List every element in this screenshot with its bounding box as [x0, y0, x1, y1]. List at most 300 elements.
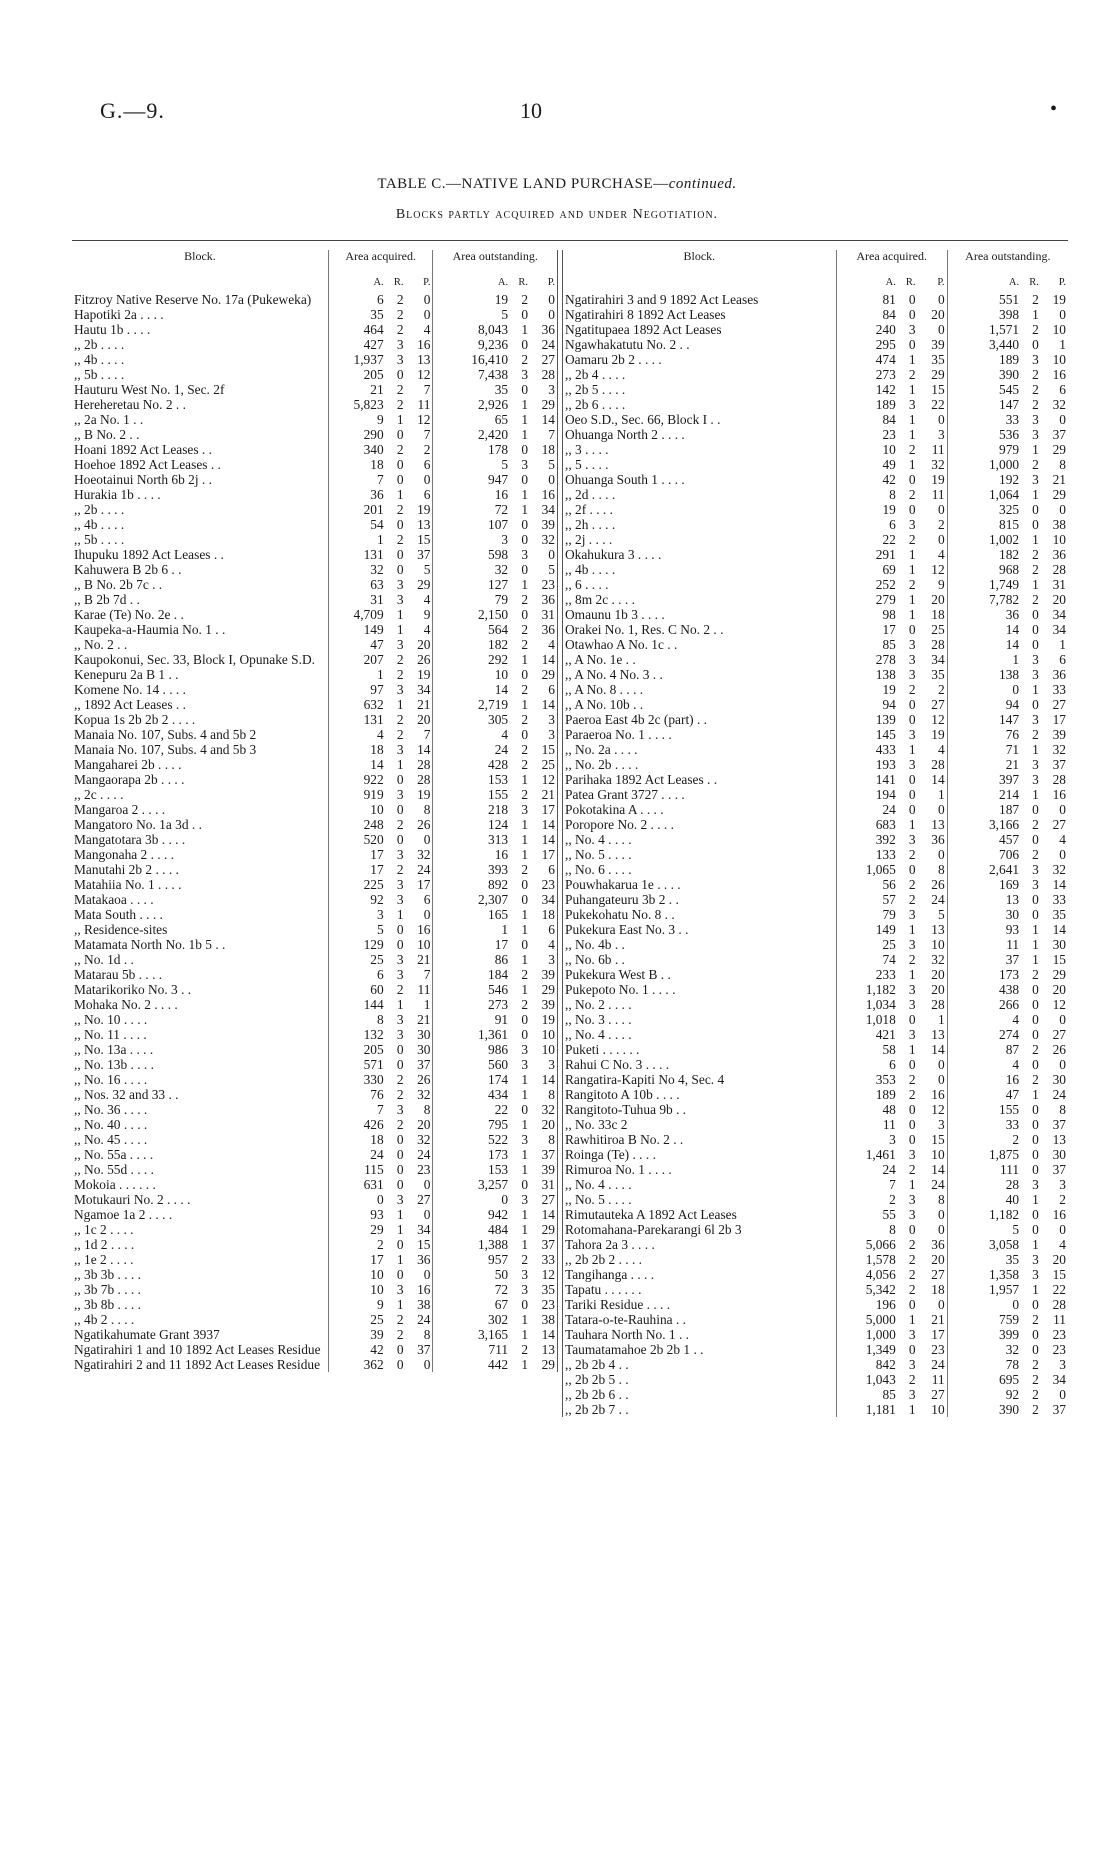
table-row	[563, 1087, 1069, 1102]
acquired-acres: 207	[363, 652, 384, 667]
acquired-acres: 21	[370, 382, 384, 397]
outstanding-roods: 0	[1032, 1102, 1039, 1117]
block-name: ,, 2b 2b 5 . .	[563, 1372, 837, 1387]
outstanding-roods: 0	[1032, 1222, 1039, 1237]
acquired-perches: 1	[918, 1012, 948, 1027]
acquired-roods: 2	[396, 1327, 404, 1342]
table-row	[72, 652, 558, 667]
document-reference: G.—9.	[100, 98, 165, 123]
block-name: ,, 2h . . . .	[563, 517, 837, 532]
acquired-acres: 17	[370, 1252, 384, 1267]
acquired-roods: 3	[908, 757, 916, 772]
units-row	[563, 269, 1069, 292]
outstanding-perches: 15	[541, 742, 555, 757]
acquired-roods: 2	[396, 727, 404, 742]
acquired-roods: 1	[396, 1252, 404, 1267]
block-name: Mangonaha 2 . . . .	[72, 847, 328, 862]
acquired-roods: 2	[396, 292, 404, 307]
table-row	[563, 847, 1069, 862]
right-table	[562, 250, 1068, 1417]
acquired-perches: 19	[406, 502, 433, 517]
acquired-acres: 39	[370, 1327, 384, 1342]
outstanding-acres: 16,410	[471, 352, 509, 367]
acquired-acres: 464	[363, 322, 384, 337]
outstanding-acres: 979	[999, 442, 1020, 457]
acquired-perches: 0	[918, 1072, 948, 1087]
acquired-perches: 6	[406, 457, 433, 472]
table-row	[563, 1027, 1069, 1042]
outstanding-acres: 1,064	[988, 487, 1020, 502]
outstanding-acres: 2,926	[477, 397, 509, 412]
block-name: ,, A No. 1e . .	[563, 652, 837, 667]
outstanding-roods: 3	[521, 1057, 529, 1072]
acquired-acres: 291	[875, 547, 896, 562]
outstanding-roods: 3	[1032, 712, 1039, 727]
units-row	[72, 269, 558, 292]
outstanding-acres: 19	[494, 292, 509, 307]
table-row	[72, 1297, 558, 1312]
outstanding-acres: 3,440	[988, 337, 1020, 352]
outstanding-roods: 2	[521, 637, 529, 652]
acquired-perches: 32	[918, 457, 948, 472]
unit-acres: A.	[1008, 277, 1020, 288]
outstanding-perches: 27	[541, 1192, 555, 1207]
acquired-roods: 3	[908, 517, 916, 532]
acquired-perches: 8	[406, 1102, 433, 1117]
table-row	[72, 892, 558, 907]
acquired-perches: 1	[406, 997, 433, 1012]
acquired-acres: 10	[370, 1267, 384, 1282]
acquired-perches: 24	[406, 1312, 433, 1327]
col-header-block: Block.	[563, 250, 837, 269]
block-name: ,, 4b . . . .	[72, 517, 328, 532]
acquired-perches: 24	[918, 892, 948, 907]
acquired-acres: 295	[875, 337, 896, 352]
acquired-perches: 0	[918, 1207, 948, 1222]
acquired-perches: 29	[918, 367, 948, 382]
acquired-roods: 0	[396, 772, 404, 787]
acquired-perches: 0	[406, 1357, 433, 1372]
table-row	[72, 1282, 558, 1297]
block-name: Pukekohatu No. 8 . .	[563, 907, 837, 922]
block-name: ,, 8m 2c . . . .	[563, 592, 837, 607]
outstanding-roods: 0	[521, 307, 529, 322]
unit-acres: A.	[885, 277, 896, 288]
outstanding-acres: 37	[1005, 952, 1020, 967]
block-name: ,, A No. 8 . . . .	[563, 682, 837, 697]
unit-acres: A.	[497, 277, 509, 288]
outstanding-acres: 815	[999, 517, 1020, 532]
acquired-roods: 3	[396, 637, 404, 652]
acquired-roods: 2	[396, 1117, 404, 1132]
acquired-acres: 0	[376, 1192, 384, 1207]
table-row	[72, 532, 558, 547]
outstanding-acres: 1,875	[988, 1147, 1020, 1162]
table-row	[72, 787, 558, 802]
outstanding-roods: 0	[1032, 1327, 1039, 1342]
acquired-acres: 23	[882, 427, 896, 442]
outstanding-perches: 3	[548, 727, 555, 742]
outstanding-roods: 1	[521, 847, 529, 862]
block-name: ,, 2a No. 1 . .	[72, 412, 328, 427]
outstanding-perches: 35	[1052, 907, 1066, 922]
block-name: Ohuanga South 1 . . . .	[563, 472, 837, 487]
acquired-roods: 0	[396, 922, 404, 937]
block-name: Tauhara North No. 1 . .	[563, 1327, 837, 1342]
table-row	[563, 997, 1069, 1012]
acquired-perches: 20	[918, 592, 948, 607]
outstanding-perches: 29	[1052, 487, 1066, 502]
outstanding-roods: 0	[521, 337, 529, 352]
table-row	[563, 772, 1069, 787]
acquired-acres: 84	[882, 307, 896, 322]
outstanding-perches: 29	[541, 982, 555, 997]
table-row	[72, 397, 558, 412]
outstanding-acres: 14	[494, 682, 509, 697]
acquired-perches: 0	[406, 1267, 433, 1282]
table-row	[563, 307, 1069, 322]
acquired-acres: 631	[363, 1177, 384, 1192]
acquired-roods: 2	[908, 1372, 916, 1387]
outstanding-acres: 13	[1005, 892, 1020, 907]
block-name: ,, 4b . . . .	[563, 562, 837, 577]
outstanding-acres: 711	[488, 1342, 509, 1357]
block-name: ,, No. 4b . .	[563, 937, 837, 952]
block-name: Mata South . . . .	[72, 907, 328, 922]
table-row	[72, 1057, 558, 1072]
outstanding-roods: 1	[521, 1162, 529, 1177]
block-name: Rimuroa No. 1 . . . .	[563, 1162, 837, 1177]
block-name: ,, Nos. 32 and 33 . .	[72, 1087, 328, 1102]
acquired-perches: 0	[918, 1057, 948, 1072]
outstanding-perches: 8	[1059, 457, 1066, 472]
outstanding-roods: 0	[521, 562, 529, 577]
acquired-roods: 3	[396, 967, 404, 982]
acquired-roods: 3	[908, 937, 916, 952]
outstanding-acres: 545	[999, 382, 1020, 397]
outstanding-acres: 9,236	[477, 337, 509, 352]
outstanding-roods: 3	[521, 457, 529, 472]
outstanding-roods: 0	[521, 517, 529, 532]
outstanding-acres: 695	[999, 1372, 1020, 1387]
acquired-perches: 4	[406, 592, 433, 607]
table-row	[72, 1342, 558, 1357]
outstanding-perches: 14	[541, 1207, 555, 1222]
outstanding-acres: 111	[1000, 1162, 1020, 1177]
outstanding-roods: 3	[521, 367, 529, 382]
acquired-perches: 26	[406, 817, 433, 832]
outstanding-roods: 0	[1032, 637, 1039, 652]
acquired-perches: 24	[406, 862, 433, 877]
table-row	[563, 502, 1069, 517]
acquired-roods: 2	[396, 862, 404, 877]
outstanding-perches: 36	[541, 592, 555, 607]
acquired-acres: 205	[363, 1042, 384, 1057]
outstanding-roods: 0	[521, 937, 529, 952]
acquired-perches: 24	[918, 1177, 948, 1192]
table-row	[563, 607, 1069, 622]
block-name: ,, B No. 2b 7c . .	[72, 577, 328, 592]
acquired-acres: 194	[875, 787, 896, 802]
table-row	[72, 607, 558, 622]
acquired-perches: 15	[406, 532, 433, 547]
outstanding-acres: 0	[1012, 682, 1020, 697]
acquired-roods: 1	[908, 352, 916, 367]
outstanding-perches: 8	[548, 1132, 555, 1147]
acquired-perches: 11	[406, 397, 433, 412]
outstanding-acres: 0	[501, 1192, 509, 1207]
acquired-perches: 32	[406, 847, 433, 862]
outstanding-roods: 0	[1032, 1057, 1039, 1072]
acquired-perches: 0	[406, 1207, 433, 1222]
acquired-roods: 2	[396, 382, 404, 397]
outstanding-roods: 2	[521, 787, 529, 802]
acquired-acres: 24	[882, 802, 896, 817]
outstanding-roods: 3	[521, 1192, 529, 1207]
block-name: ,, 5b . . . .	[72, 367, 328, 382]
acquired-perches: 16	[406, 922, 433, 937]
outstanding-acres: 957	[488, 1252, 509, 1267]
outstanding-perches: 39	[541, 967, 555, 982]
outstanding-perches: 27	[1052, 817, 1066, 832]
block-name: ,, 2f . . . .	[563, 502, 837, 517]
outstanding-perches: 36	[1052, 547, 1066, 562]
outstanding-roods: 3	[521, 547, 529, 562]
block-name: Manaia No. 107, Subs. 4 and 5b 2	[72, 727, 328, 742]
outstanding-roods: 0	[521, 607, 529, 622]
acquired-perches: 19	[406, 667, 433, 682]
acquired-acres: 1	[376, 532, 384, 547]
outstanding-perches: 13	[541, 1342, 555, 1357]
outstanding-acres: 87	[1005, 1042, 1020, 1057]
outstanding-perches: 29	[541, 1357, 555, 1372]
acquired-perches: 7	[406, 427, 433, 442]
table-row	[72, 757, 558, 772]
table-row	[72, 307, 558, 322]
outstanding-acres: 40	[1005, 1192, 1020, 1207]
table-row	[72, 877, 558, 892]
outstanding-roods: 1	[521, 697, 529, 712]
acquired-roods: 3	[396, 847, 404, 862]
unit-perches: P.	[547, 277, 555, 288]
table-row	[72, 832, 558, 847]
outstanding-perches: 20	[1052, 592, 1066, 607]
outstanding-perches: 29	[541, 397, 555, 412]
outstanding-acres: 14	[1005, 637, 1020, 652]
table-row	[563, 1327, 1069, 1342]
acquired-roods: 1	[396, 697, 404, 712]
acquired-perches: 14	[918, 772, 948, 787]
outstanding-acres: 92	[1005, 1387, 1020, 1402]
outstanding-perches: 0	[1059, 802, 1066, 817]
acquired-perches: 13	[918, 817, 948, 832]
outstanding-roods: 1	[1032, 937, 1039, 952]
table-row	[72, 1162, 558, 1177]
outstanding-roods: 2	[1032, 547, 1039, 562]
outstanding-roods: 2	[1032, 1072, 1039, 1087]
acquired-acres: 49	[882, 457, 896, 472]
table-row	[563, 1237, 1069, 1252]
block-name: ,, No. 3 . . . .	[563, 1012, 837, 1027]
outstanding-roods: 0	[521, 532, 529, 547]
acquired-acres: 474	[875, 352, 896, 367]
outstanding-perches: 0	[548, 547, 555, 562]
table-row	[72, 322, 558, 337]
acquired-perches: 13	[918, 922, 948, 937]
outstanding-perches: 39	[541, 517, 555, 532]
acquired-acres: 139	[875, 712, 896, 727]
outstanding-roods: 2	[521, 592, 529, 607]
block-name: Kenepuru 2a B 1 . .	[72, 667, 328, 682]
acquired-perches: 20	[918, 1252, 948, 1267]
acquired-acres: 240	[875, 322, 896, 337]
outstanding-roods: 1	[1032, 1087, 1039, 1102]
acquired-acres: 149	[875, 922, 896, 937]
block-name: Puhangateuru 3b 2 . .	[563, 892, 837, 907]
block-name: ,, A No. 10b . .	[563, 697, 837, 712]
acquired-roods: 0	[396, 1057, 404, 1072]
acquired-roods: 3	[396, 352, 404, 367]
acquired-roods: 0	[396, 1357, 404, 1372]
outstanding-acres: 65	[494, 412, 509, 427]
outstanding-acres: 50	[494, 1267, 509, 1282]
outstanding-acres: 24	[494, 742, 509, 757]
acquired-roods: 1	[908, 817, 916, 832]
outstanding-roods: 0	[521, 667, 529, 682]
block-name: Hautu 1b . . . .	[72, 322, 328, 337]
outstanding-acres: 14	[1005, 622, 1020, 637]
outstanding-acres: 302	[488, 1312, 509, 1327]
block-name: Rangatira-Kapiti No 4, Sec. 4	[563, 1072, 837, 1087]
table-row	[563, 922, 1069, 937]
outstanding-perches: 10	[541, 1042, 555, 1057]
block-name: Hapotiki 2a . . . .	[72, 307, 328, 322]
acquired-roods: 2	[908, 847, 916, 862]
acquired-acres: 1,018	[865, 1012, 896, 1027]
table-row	[563, 1117, 1069, 1132]
outstanding-acres: 292	[488, 652, 509, 667]
page-mark: •	[1050, 98, 1058, 120]
outstanding-acres: 1	[501, 922, 509, 937]
acquired-perches: 11	[918, 442, 948, 457]
acquired-acres: 69	[882, 562, 896, 577]
outstanding-acres: 4	[1012, 1012, 1020, 1027]
acquired-acres: 79	[882, 907, 896, 922]
acquired-acres: 85	[882, 1387, 896, 1402]
outstanding-acres: 706	[999, 847, 1020, 862]
outstanding-acres: 155	[488, 787, 509, 802]
outstanding-roods: 0	[1032, 832, 1039, 847]
outstanding-acres: 173	[999, 967, 1020, 982]
acquired-roods: 2	[908, 1087, 916, 1102]
table-row	[563, 382, 1069, 397]
outstanding-perches: 4	[1059, 832, 1066, 847]
outstanding-roods: 0	[1032, 1147, 1039, 1162]
acquired-acres: 10	[370, 1282, 384, 1297]
table-row	[72, 592, 558, 607]
acquired-acres: 233	[875, 967, 896, 982]
outstanding-perches: 34	[1052, 607, 1066, 622]
outstanding-acres: 1,182	[988, 1207, 1020, 1222]
acquired-perches: 2	[918, 682, 948, 697]
block-name: ,, 3b 8b . . . .	[72, 1297, 328, 1312]
table-row	[563, 892, 1069, 907]
acquired-perches: 11	[406, 982, 433, 997]
block-name: Okahukura 3 . . . .	[563, 547, 837, 562]
outstanding-roods: 2	[521, 997, 529, 1012]
block-name: Tariki Residue . . . .	[563, 1297, 837, 1312]
outstanding-perches: 0	[1059, 1057, 1066, 1072]
acquired-acres: 24	[882, 1162, 896, 1177]
outstanding-roods: 2	[521, 862, 529, 877]
table-row	[72, 1237, 558, 1252]
acquired-roods: 2	[396, 442, 404, 457]
outstanding-perches: 0	[1059, 847, 1066, 862]
outstanding-acres: 795	[488, 1117, 509, 1132]
outstanding-acres: 484	[488, 1222, 509, 1237]
table-row	[72, 1222, 558, 1237]
outstanding-acres: 72	[494, 1282, 509, 1297]
outstanding-perches: 28	[1052, 772, 1066, 787]
acquired-acres: 5,823	[353, 397, 384, 412]
acquired-acres: 1,349	[865, 1342, 896, 1357]
table-row	[72, 727, 558, 742]
outstanding-perches: 23	[541, 1297, 555, 1312]
outstanding-roods: 2	[1032, 1042, 1039, 1057]
outstanding-roods: 1	[521, 1357, 529, 1372]
outstanding-perches: 37	[1052, 1402, 1066, 1417]
outstanding-roods: 0	[1032, 982, 1039, 997]
outstanding-perches: 23	[541, 577, 555, 592]
header-row	[72, 250, 558, 269]
outstanding-perches: 36	[541, 322, 555, 337]
acquired-roods: 0	[396, 1177, 404, 1192]
block-name: Omaunu 1b 3 . . . .	[563, 607, 837, 622]
outstanding-acres: 5	[501, 457, 509, 472]
outstanding-perches: 29	[541, 1222, 555, 1237]
block-name: Manutahi 2b 2 . . . .	[72, 862, 328, 877]
block-name: Taumatamahoe 2b 2b 1 . .	[563, 1342, 837, 1357]
table-row	[563, 337, 1069, 352]
table-row	[72, 817, 558, 832]
acquired-acres: 922	[363, 772, 384, 787]
acquired-roods: 1	[908, 922, 916, 937]
outstanding-perches: 8	[1059, 1102, 1066, 1117]
acquired-perches: 13	[918, 1027, 948, 1042]
outstanding-acres: 274	[999, 1027, 1020, 1042]
block-name: ,, No. 4 . . . .	[563, 1027, 837, 1042]
acquired-perches: 28	[918, 637, 948, 652]
acquired-perches: 34	[406, 682, 433, 697]
block-name: Tatara-o-te-Rauhina . .	[563, 1312, 837, 1327]
acquired-acres: 97	[370, 682, 384, 697]
outstanding-roods: 1	[521, 922, 529, 937]
acquired-perches: 0	[918, 412, 948, 427]
acquired-roods: 3	[908, 1027, 916, 1042]
acquired-perches: 20	[918, 307, 948, 322]
acquired-perches: 36	[406, 1252, 433, 1267]
outstanding-acres: 147	[999, 397, 1020, 412]
table-row	[563, 1057, 1069, 1072]
block-name: Manaia No. 107, Subs. 4 and 5b 3	[72, 742, 328, 757]
acquired-roods: 0	[396, 1147, 404, 1162]
table-row	[563, 427, 1069, 442]
outstanding-roods: 0	[521, 877, 529, 892]
outstanding-roods: 1	[521, 487, 529, 502]
outstanding-perches: 3	[1059, 1177, 1066, 1192]
outstanding-acres: 5	[1012, 1222, 1020, 1237]
outstanding-perches: 28	[1052, 562, 1066, 577]
